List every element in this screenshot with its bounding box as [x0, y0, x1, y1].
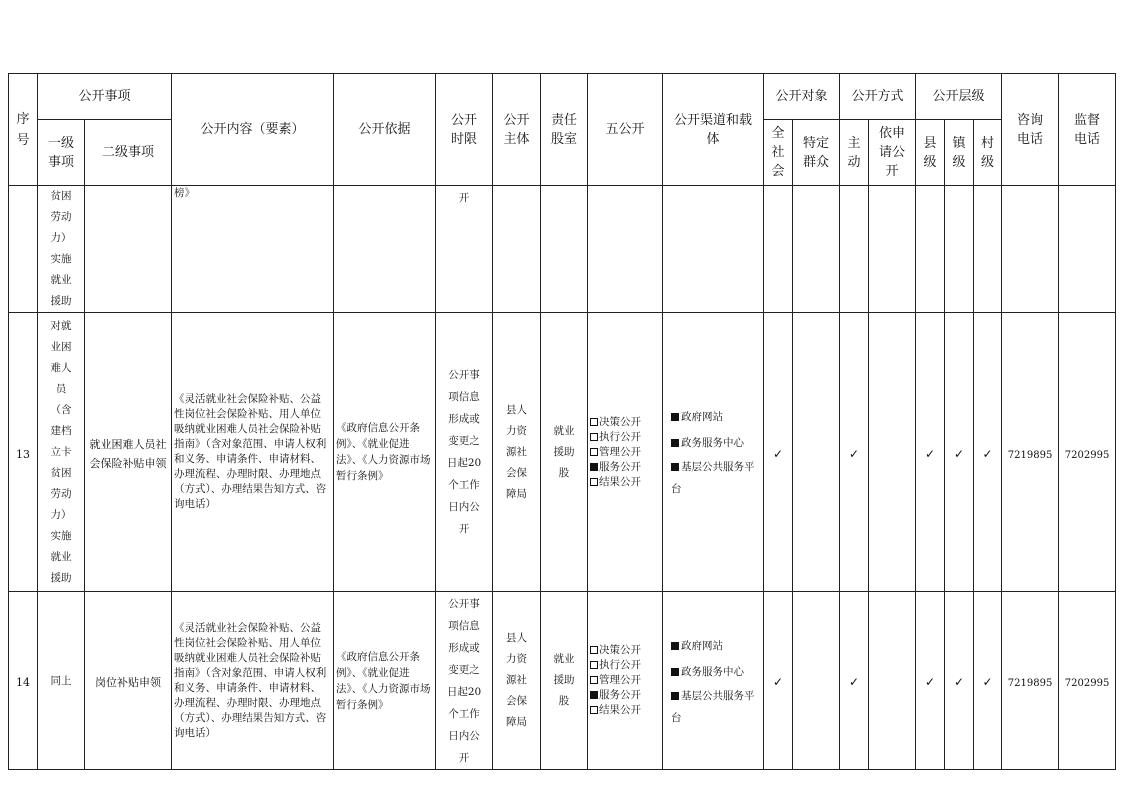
row-target-group — [793, 186, 840, 313]
channel-item: 政府网站 — [671, 404, 763, 430]
row-method-apply — [869, 592, 916, 770]
row-basis — [334, 186, 436, 313]
row-subject: 县人力资源社会保障局 — [493, 313, 541, 592]
five-item: 服务公开 — [590, 688, 662, 703]
row-time-limit: 开 — [436, 186, 493, 313]
row-method-active — [840, 186, 869, 313]
row-method-apply — [869, 186, 916, 313]
row-target-all: ✓ — [764, 592, 793, 770]
row-town: ✓ — [945, 592, 974, 770]
row-basis: 《政府信息公开条例》、《就业促进法》、《人力资源市场暂行条例》 — [334, 313, 436, 592]
row-level1: 同上 — [38, 592, 85, 770]
row-target-all: ✓ — [764, 313, 793, 592]
header-county: 县级 — [916, 120, 945, 186]
header-channel: 公开渠道和载体 — [663, 74, 764, 186]
table-row — [9, 313, 1116, 592]
header-target-group: 特定群众 — [793, 120, 840, 186]
header-seq: 序号 — [9, 74, 38, 186]
table-row — [9, 186, 1116, 313]
row-content: 《灵活就业社会保险补贴、公益性岗位社会保险补贴、用人单位吸纳就业困难人员社会保险补贴指南》（含对象范围、申请人权利和义务、申请条件、申请材料、办理流程、办理时限、办理地点（方式）、办理结果告知方式、咨询电话） — [172, 313, 334, 592]
header-method-active: 主动 — [840, 120, 869, 186]
unchecked-box-icon — [590, 676, 598, 684]
row-channel — [663, 592, 764, 770]
row-seq — [9, 186, 38, 313]
row-seq: 13 — [9, 313, 38, 592]
five-item: 执行公开 — [590, 430, 662, 445]
row-seq: 14 — [9, 592, 38, 770]
five-item: 结果公开 — [590, 703, 662, 718]
unchecked-box-icon — [590, 478, 598, 486]
channel-item: 基层公共服务平台 — [671, 689, 755, 724]
filled-square-icon — [671, 413, 679, 421]
row-county: ✓ — [916, 313, 945, 592]
filled-square-icon — [671, 668, 679, 676]
row-consult — [1002, 186, 1059, 313]
header-level1: 一级事项 — [38, 120, 85, 186]
row-town — [945, 186, 974, 313]
unchecked-box-icon — [590, 418, 598, 426]
row-consult: 7219895 — [1002, 592, 1059, 770]
channel-item: 政务服务中心 — [671, 430, 763, 456]
unchecked-box-icon — [590, 448, 598, 456]
row-time-limit: 公开事项信息形成或变更之日起20个工作日内公开 — [436, 313, 493, 592]
filled-square-icon — [671, 439, 679, 447]
row-supervise: 7202995 — [1059, 592, 1116, 770]
header-subject: 公开主体 — [493, 74, 541, 186]
row-village: ✓ — [974, 592, 1002, 770]
row-county: ✓ — [916, 592, 945, 770]
row-town: ✓ — [945, 313, 974, 592]
five-item: 服务公开 — [590, 460, 662, 475]
row-consult: 7219895 — [1002, 313, 1059, 592]
header-method: 公开方式 — [840, 74, 916, 120]
header-village: 村级 — [974, 120, 1002, 186]
channel-item: 基层公共服务平台 — [671, 461, 755, 495]
row-subject — [493, 186, 541, 313]
row-method-active: ✓ — [840, 313, 869, 592]
row-five — [588, 313, 663, 592]
row-level2: 岗位补贴申领 — [85, 592, 172, 770]
header-content: 公开内容（要素） — [172, 74, 334, 186]
five-item: 结果公开 — [590, 475, 662, 490]
header-consult: 咨询电话 — [1002, 74, 1059, 186]
row-level1: 贫困劳动力）实施就业援助 — [38, 186, 85, 313]
header-target: 公开对象 — [764, 74, 840, 120]
header-target-all: 全社会 — [764, 120, 793, 186]
row-county — [916, 186, 945, 313]
channel-item: 政府网站 — [671, 633, 763, 659]
row-basis: 《政府信息公开条例》、《就业促进法》、《人力资源市场暂行条例》 — [334, 592, 436, 770]
header-dept: 责任股室 — [541, 74, 588, 186]
header-method-apply: 依申请公开 — [869, 120, 916, 186]
filled-square-icon — [671, 642, 679, 650]
unchecked-box-icon — [590, 646, 598, 654]
filled-square-icon — [671, 463, 679, 471]
header-level2: 二级事项 — [85, 120, 172, 186]
disclosure-table — [8, 73, 1116, 770]
five-item: 管理公开 — [590, 445, 662, 460]
header-five: 五公开 — [588, 74, 663, 186]
header-supervise: 监督电话 — [1059, 74, 1116, 186]
row-target-group — [793, 313, 840, 592]
unchecked-box-icon — [590, 706, 598, 714]
row-level2: 就业困难人员社会保险补贴申领 — [85, 313, 172, 592]
row-channel — [663, 186, 764, 313]
row-target-all — [764, 186, 793, 313]
five-item: 决策公开 — [590, 643, 662, 658]
row-village — [974, 186, 1002, 313]
row-supervise — [1059, 186, 1116, 313]
row-village: ✓ — [974, 313, 1002, 592]
row-dept: 就业援助股 — [541, 313, 588, 592]
header-town: 镇级 — [945, 120, 974, 186]
row-five — [588, 186, 663, 313]
row-five — [588, 592, 663, 770]
table-row — [9, 592, 1116, 770]
unchecked-box-icon — [590, 433, 598, 441]
five-item: 决策公开 — [590, 415, 662, 430]
channel-item: 政务服务中心 — [671, 659, 763, 685]
row-method-active: ✓ — [840, 592, 869, 770]
header-items: 公开事项 — [38, 74, 172, 120]
row-time-limit: 公开事项信息形成或变更之日起20个工作日内公开 — [436, 592, 493, 770]
row-level2 — [85, 186, 172, 313]
checked-box-icon — [590, 691, 598, 699]
row-target-group — [793, 592, 840, 770]
row-level1: 对就业困难人员（含建档立卡贫困劳动力）实施就业援助 — [38, 313, 85, 592]
checked-box-icon — [590, 463, 598, 471]
row-content: 榜》 — [172, 186, 334, 313]
filled-square-icon — [671, 692, 679, 700]
unchecked-box-icon — [590, 661, 598, 669]
row-subject: 县人力资源社会保障局 — [493, 592, 541, 770]
row-supervise: 7202995 — [1059, 313, 1116, 592]
row-channel — [663, 313, 764, 592]
header-level: 公开层级 — [916, 74, 1002, 120]
header-time-limit: 公开时限 — [436, 74, 493, 186]
five-item: 执行公开 — [590, 658, 662, 673]
header-basis: 公开依据 — [334, 74, 436, 186]
row-dept: 就业援助股 — [541, 592, 588, 770]
row-method-apply — [869, 313, 916, 592]
five-item: 管理公开 — [590, 673, 662, 688]
row-content: 《灵活就业社会保险补贴、公益性岗位社会保险补贴、用人单位吸纳就业困难人员社会保险补贴指南》（含对象范围、申请人权利和义务、申请条件、申请材料、办理流程、办理时限、办理地点（方式）、办理结果告知方式、咨询电话） — [172, 592, 334, 770]
row-dept — [541, 186, 588, 313]
